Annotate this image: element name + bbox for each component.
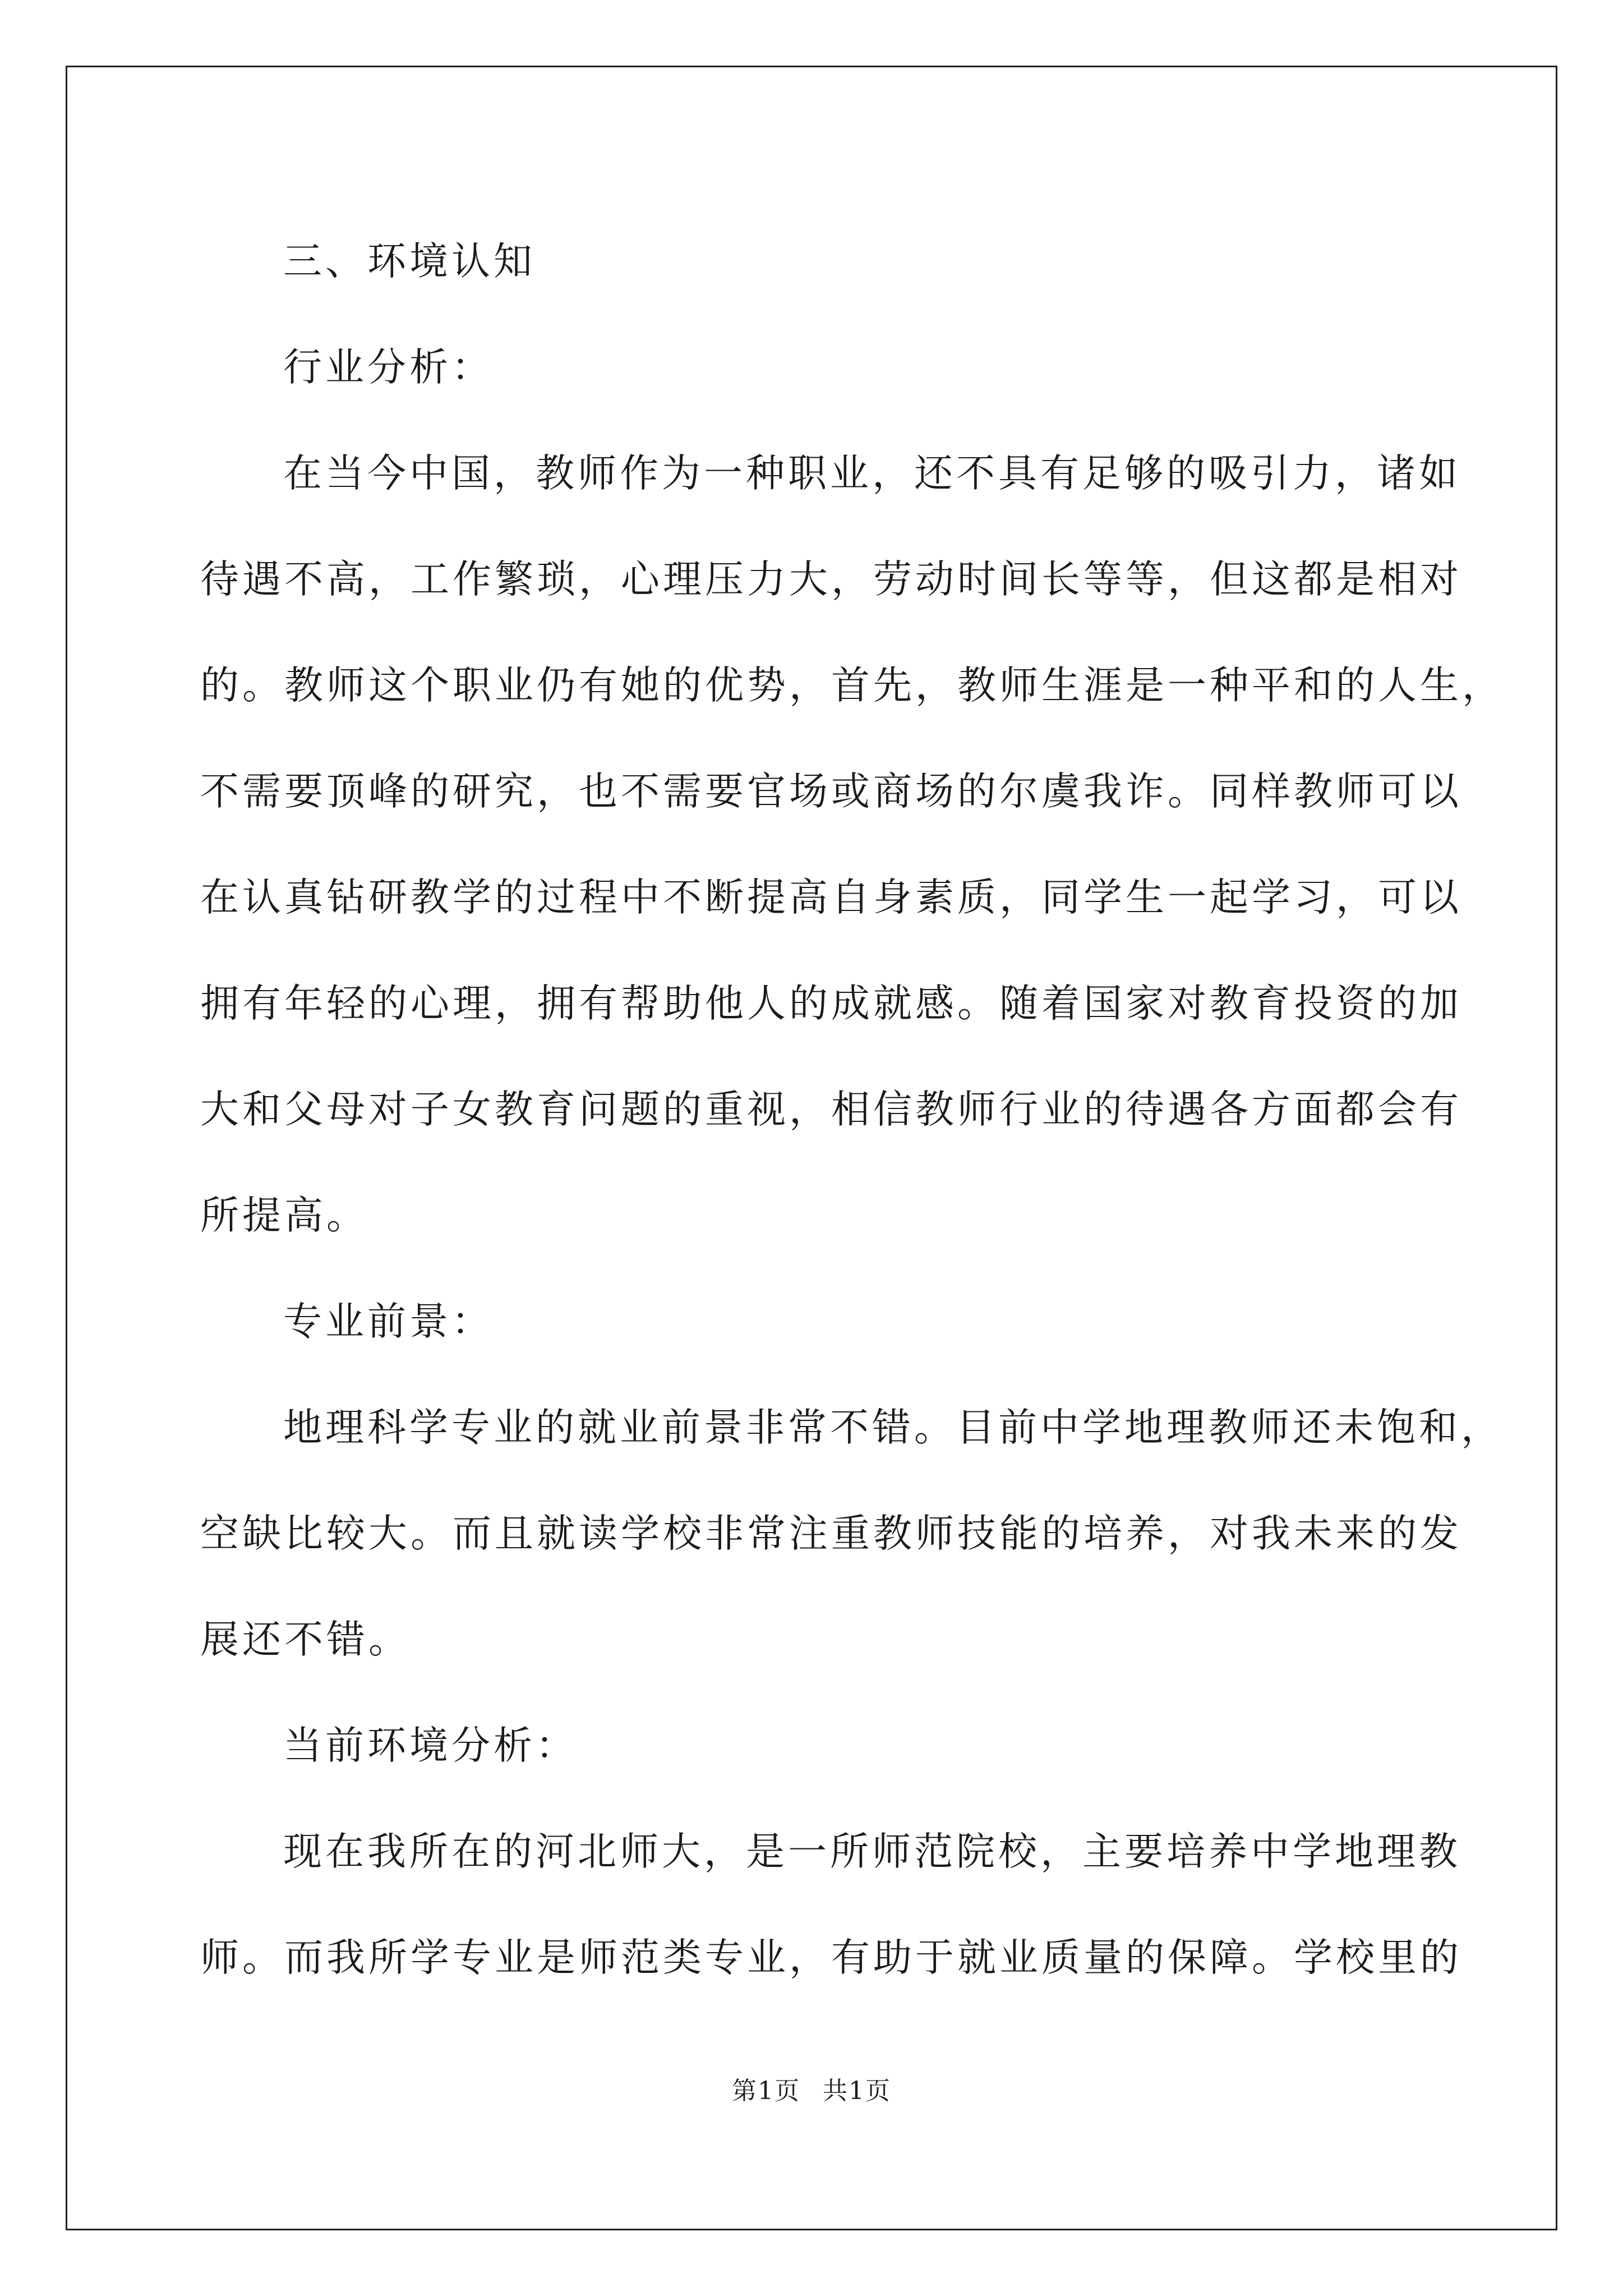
paragraph-line: 师。而我所学专业是师范类专业，有助于就业质量的保障。学校里的 (200, 1935, 1462, 1980)
paragraph-line: 所提高。 (200, 1193, 368, 1238)
section-heading: 三、环境认知 (283, 239, 536, 284)
page-total: 共1页 (823, 2077, 891, 2105)
paragraph-line: 展还不错。 (200, 1617, 411, 1662)
paragraph-line: 拥有年轻的心理，拥有帮助他人的成就感。随着国家对教育投资的加 (200, 981, 1462, 1026)
paragraph-line: 空缺比较大。而且就读学校非常注重教师技能的培养，对我未来的发 (200, 1511, 1462, 1556)
paragraph-line: 地理科学专业的就业前景非常不错。目前中学地理教师还未饱和， (283, 1405, 1503, 1450)
paragraph-line: 不需要顶峰的研究，也不需要官场或商场的尔虞我诈。同样教师可以 (200, 769, 1462, 814)
paragraph-line: 大和父母对子女教育问题的重视，相信教师行业的待遇各方面都会有 (200, 1087, 1462, 1132)
paragraph-line: 的。教师这个职业仍有她的优势，首先，教师生涯是一种平和的人生， (200, 663, 1504, 708)
document-body (200, 209, 1504, 2011)
subheading-current-environment: 当前环境分析： (283, 1723, 578, 1768)
page-footer (0, 2074, 1623, 2108)
paragraph-line: 在认真钻研教学的过程中不断提高自身素质，同学生一起学习，可以 (200, 875, 1462, 920)
paragraph-line: 在当今中国，教师作为一种职业，还不具有足够的吸引力，诸如 (283, 451, 1461, 496)
subheading-industry-analysis: 行业分析： (283, 345, 494, 390)
page-number: 第1页 (732, 2077, 800, 2105)
subheading-major-prospects: 专业前景： (283, 1299, 494, 1344)
paragraph-line: 待遇不高，工作繁琐，心理压力大，劳动时间长等等，但这都是相对 (200, 557, 1462, 602)
paragraph-line: 现在我所在的河北师大，是一所师范院校，主要培养中学地理教 (283, 1829, 1461, 1874)
